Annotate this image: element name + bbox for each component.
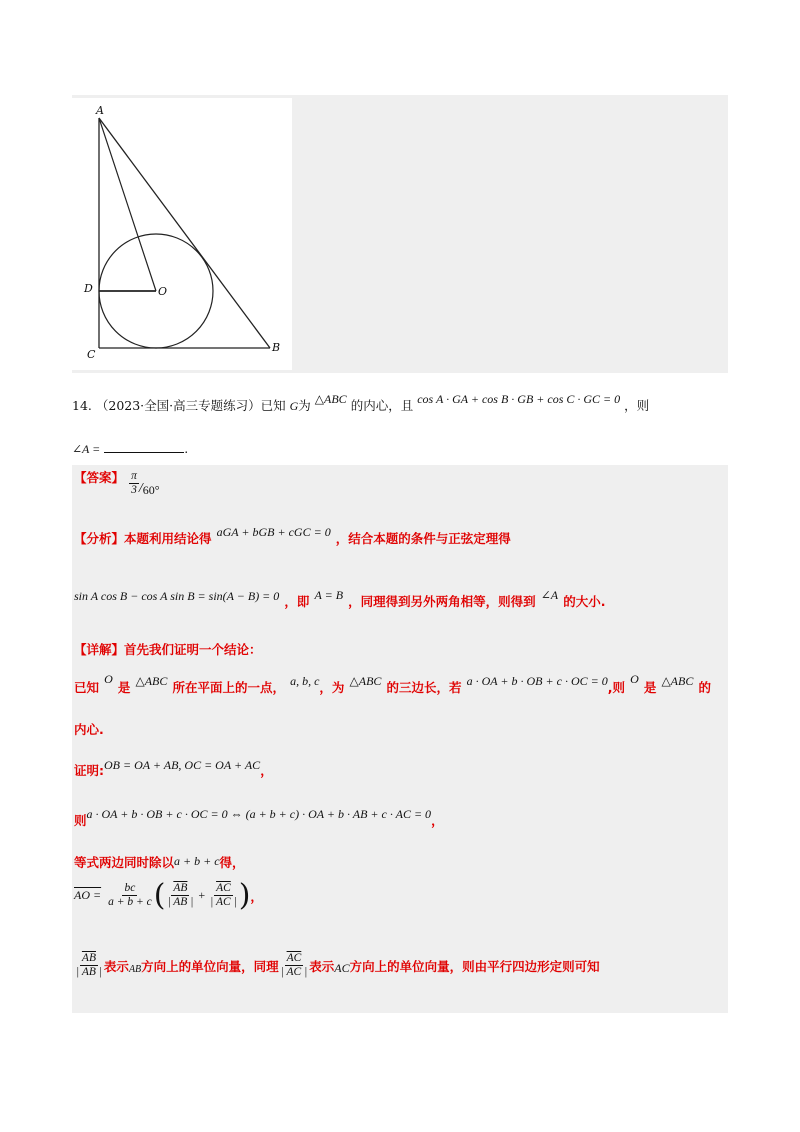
proof-formula: OB = OA + AB, OC = OA + AC — [104, 758, 261, 772]
comma-2: ， — [431, 813, 444, 828]
detail-tag: 【详解】 — [74, 642, 125, 657]
point-o-2: O — [630, 672, 639, 686]
slash: / — [138, 481, 143, 496]
analysis-text-1: 本题利用结论得 — [124, 531, 212, 546]
unit-text-4: 方向上的单位向量，则由平行四边形定则可知 — [349, 958, 600, 974]
is-text-2: 是 — [643, 680, 657, 695]
comma-3: ， — [250, 888, 263, 904]
question-ask — [72, 441, 188, 457]
label-o: O — [158, 285, 168, 298]
ac-num-2: $\overline{AC}$ — [286, 952, 302, 964]
triangle-abc-3: △ABC — [349, 674, 382, 688]
known-text: 已知 — [74, 680, 100, 695]
detail-line-2 — [74, 672, 728, 696]
ac-num: $\overline{AC}$ — [216, 882, 231, 894]
ac-unit-fraction — [208, 882, 239, 909]
get-text: 得， — [219, 855, 245, 870]
label-a: A — [96, 104, 104, 117]
then-o-text: ,则 — [607, 680, 625, 695]
detail-text-1: 首先我们证明一个结论： — [124, 642, 262, 657]
segment-ao — [99, 118, 156, 291]
equiv-line — [74, 807, 444, 829]
period: . — [184, 441, 189, 456]
a-eq-b: A = B — [314, 588, 344, 602]
answer-blank — [104, 442, 184, 453]
incenter-text: 的内心，且 — [350, 398, 414, 413]
ao-formula-line — [74, 878, 263, 913]
ac-den-2: | AC | — [280, 966, 308, 978]
analysis-tag: 【分析】 — [74, 531, 125, 546]
divide-text: 等式两边同时除以 — [74, 855, 175, 870]
unit-text-2: 方向上的单位向量，同理 — [141, 958, 279, 974]
then-text: ，则 — [624, 398, 650, 413]
analysis-line-2 — [74, 588, 606, 610]
bc-fraction — [106, 882, 154, 909]
analysis-line-1 — [74, 525, 511, 547]
analysis-text-4: ，同理得到另外两角相等，则得到 — [348, 594, 536, 609]
analysis-text-5: 的大小. — [563, 594, 606, 609]
plane-point-text: 所在平面上的一点， — [172, 680, 285, 695]
answer-panel — [72, 465, 728, 1013]
vector-condition: a · OA + b · OB + c · OC = 0 — [466, 674, 608, 688]
text-wei: 为 — [298, 398, 311, 413]
triangle-abc-4: △ABC — [661, 674, 694, 688]
sixty-degrees: 60° — [142, 483, 160, 497]
right-paren: ) — [238, 878, 251, 913]
sides-text: 的三边长，若 — [386, 680, 462, 695]
ab-small: AB — [128, 964, 142, 975]
ab-unit-fraction — [165, 882, 195, 909]
label-b: B — [272, 341, 281, 354]
unit-text-3: 表示 — [309, 958, 335, 974]
label-c: C — [87, 348, 96, 361]
ab-unit-fraction-2 — [74, 952, 104, 979]
triangle-abc-2: △ABC — [135, 674, 168, 688]
side-ab — [99, 118, 270, 348]
sine-formula: sin A cos B − cos A sin B = sin(A − B) = 0 — [74, 589, 280, 603]
detail-line-1 — [74, 639, 262, 658]
unit-vector-line — [74, 952, 600, 979]
bc-num: bc — [124, 882, 136, 894]
question-source: （2023·全国·高三专题练习）已知 — [95, 398, 286, 413]
ab-den: | AB | — [167, 896, 194, 908]
ab-num-2: $\overline{AB}$ — [81, 952, 96, 964]
ao-left: AO = — [74, 888, 102, 902]
ab-num: $\overline{AB}$ — [173, 882, 188, 894]
incenter-text-2: 内心. — [74, 722, 104, 737]
ac-den: | AC | — [210, 896, 237, 908]
angle-a-label: ∠A = — [72, 442, 101, 456]
question-line — [72, 392, 650, 414]
abc-sum: a + b + c — [174, 854, 220, 868]
detail-line-3 — [74, 719, 104, 738]
geometry-figure — [72, 98, 292, 370]
angle-a: ∠A — [540, 588, 559, 602]
answer-tag: 【答案】 — [74, 470, 125, 485]
question-number: 14. — [72, 398, 92, 413]
bc-den: a + b + c — [108, 896, 152, 908]
unit-text-1: 表示 — [103, 958, 129, 974]
wei-text: ，为 — [319, 680, 345, 695]
analysis-text-2: ，结合本题的条件与正弦定理得 — [335, 531, 511, 546]
point-o: O — [104, 672, 113, 686]
proof-line — [74, 760, 273, 779]
condition-formula: cos A · GA + cos B · GB + cos C · GC = 0 — [417, 392, 621, 406]
plus-sign: + — [198, 888, 206, 902]
answer-line — [74, 470, 160, 497]
sides-abc: a, b, c — [290, 674, 320, 688]
comma-1: ， — [260, 763, 273, 778]
triangle-incircle-diagram — [72, 98, 292, 370]
ab-den-2: | AB | — [76, 966, 102, 978]
frac-den: 3 — [131, 484, 137, 496]
frac-num: π — [131, 470, 137, 482]
pi-over-3 — [129, 470, 139, 497]
equiv-formula: a · OA + b · OB + c · OC = 0 ⇔ (a + b + c) · OA + b · AB + c · AC = 0 — [86, 807, 432, 821]
point-g: G — [289, 399, 299, 413]
is-text: 是 — [117, 680, 131, 695]
left-paren: ( — [153, 878, 166, 913]
analysis-text-3: ，即 — [284, 594, 310, 609]
de-text: 的 — [698, 680, 711, 695]
proof-tag: 证明: — [74, 763, 104, 778]
ac-small: AC — [334, 961, 350, 975]
ac-unit-fraction-2 — [279, 952, 310, 979]
label-d: D — [84, 282, 93, 295]
triangle-abc: △ABC — [314, 392, 347, 406]
divide-line — [74, 852, 245, 871]
ze-text: 则 — [74, 813, 87, 828]
analysis-formula: aGA + bGB + cGC = 0 — [216, 525, 331, 539]
